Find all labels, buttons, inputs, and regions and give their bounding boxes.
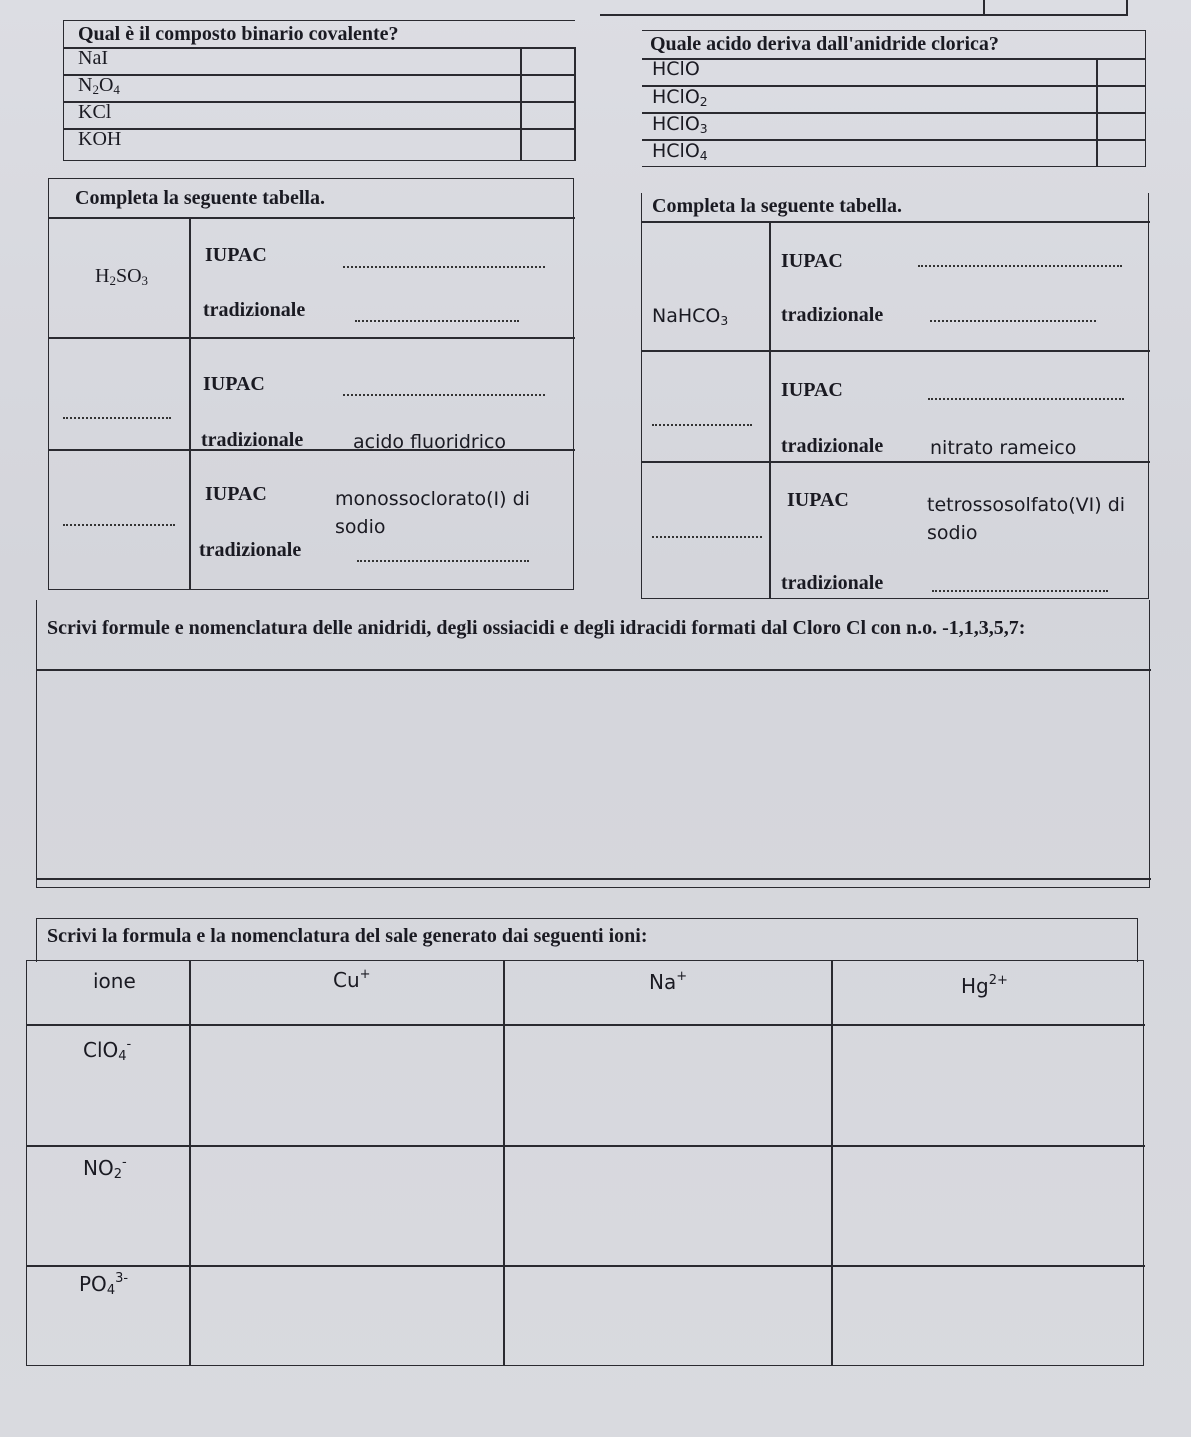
label-iupac: IUPAC bbox=[781, 379, 843, 401]
q2-option-hclo[interactable]: HClO bbox=[652, 58, 700, 80]
blank-formula[interactable] bbox=[63, 417, 171, 419]
salt-cell[interactable] bbox=[191, 1026, 502, 1144]
table-right-formula-nahco3: NaHCO$_3$ bbox=[652, 305, 729, 328]
q1-question: Qual è il composto binario covalente? bbox=[78, 23, 399, 45]
label-tradizionale: tradizionale bbox=[199, 539, 302, 561]
top-tick bbox=[983, 0, 985, 14]
q1-option-nai[interactable]: NaI bbox=[78, 47, 108, 69]
anion-clo4: ClO$_4$- bbox=[83, 1037, 132, 1064]
value-nitrato-rameico: nitrato rameico bbox=[930, 437, 1077, 459]
salt-cell[interactable] bbox=[191, 1267, 502, 1364]
label-tradizionale: tradizionale bbox=[203, 299, 306, 321]
table-left-title: Completa la seguente tabella. bbox=[75, 187, 325, 209]
top-tick bbox=[1126, 0, 1128, 14]
value-monossoclorato: monossoclorato(I) di sodio bbox=[335, 488, 530, 538]
label-iupac: IUPAC bbox=[787, 489, 849, 511]
q2-box bbox=[642, 30, 1146, 167]
q2-option-hclo2[interactable]: HClO$_2$ bbox=[652, 86, 708, 109]
q1-option-kcl[interactable]: KCl bbox=[78, 101, 112, 123]
chlorine-answer-area[interactable] bbox=[39, 672, 1147, 876]
cation-na: Na+ bbox=[649, 969, 688, 994]
blank-tradizionale[interactable] bbox=[357, 560, 529, 562]
table-left bbox=[48, 178, 574, 590]
salts-corner-ione: ione bbox=[93, 969, 136, 993]
label-iupac: IUPAC bbox=[781, 250, 843, 272]
table-left-formula-h2so3: $H_2SO_3$ bbox=[95, 265, 149, 288]
label-tradizionale: tradizionale bbox=[781, 304, 884, 326]
salts-table bbox=[26, 960, 1144, 1366]
cation-cu: Cu+ bbox=[333, 967, 371, 992]
blank-iupac[interactable] bbox=[918, 265, 1122, 267]
blank-formula[interactable] bbox=[652, 536, 762, 538]
blank-iupac[interactable] bbox=[343, 266, 545, 268]
blank-tradizionale[interactable] bbox=[355, 320, 519, 322]
label-tradizionale: tradizionale bbox=[781, 572, 884, 594]
table-right-title: Completa la seguente tabella. bbox=[652, 195, 902, 217]
blank-iupac[interactable] bbox=[343, 394, 545, 396]
cation-hg: $Hg^{2+}$ bbox=[961, 973, 1008, 998]
anion-po4: $PO_4^{3-}$ bbox=[79, 1271, 129, 1298]
top-rule bbox=[600, 14, 1128, 16]
salt-cell[interactable] bbox=[505, 1147, 830, 1264]
salt-cell[interactable] bbox=[833, 1267, 1143, 1364]
salt-cell[interactable] bbox=[505, 1026, 830, 1144]
label-tradizionale: tradizionale bbox=[201, 429, 304, 451]
q1-option-koh[interactable]: KOH bbox=[78, 128, 122, 150]
q2-option-hclo3[interactable]: HClO$_3$ bbox=[652, 113, 708, 136]
chlorine-box bbox=[36, 600, 1150, 888]
salt-cell[interactable] bbox=[505, 1267, 830, 1364]
q1-box bbox=[63, 20, 575, 161]
blank-formula[interactable] bbox=[63, 524, 175, 526]
blank-formula[interactable] bbox=[652, 424, 752, 426]
label-tradizionale: tradizionale bbox=[781, 435, 884, 457]
anion-no2: $NO_2^-$ bbox=[83, 1155, 127, 1182]
salt-cell[interactable] bbox=[191, 1147, 502, 1264]
chlorine-prompt: Scrivi formule e nomenclatura delle anidridi, degli ossiacidi e degli idracidi formati dal Cloro Cl con n.o. -1,1,3,5,7: bbox=[47, 617, 1026, 639]
salt-cell[interactable] bbox=[833, 1147, 1143, 1264]
blank-tradizionale[interactable] bbox=[930, 320, 1096, 322]
label-iupac: IUPAC bbox=[205, 244, 267, 266]
salts-prompt-box bbox=[36, 918, 1138, 962]
salt-cell[interactable] bbox=[833, 1026, 1143, 1144]
q2-question: Quale acido deriva dall'anidride clorica? bbox=[650, 33, 999, 55]
q1-option-n2o4[interactable]: $N_2O_4$ bbox=[78, 74, 120, 97]
q2-option-hclo4[interactable]: HClO$_4$ bbox=[652, 140, 708, 163]
salts-prompt: Scrivi la formula e la nomenclatura del sale generato dai seguenti ioni: bbox=[47, 925, 648, 947]
blank-tradizionale[interactable] bbox=[932, 590, 1108, 592]
value-tetrossosolfato: tetrossosolfato(VI) di sodio bbox=[927, 494, 1126, 544]
label-iupac: IUPAC bbox=[205, 483, 267, 505]
blank-iupac[interactable] bbox=[928, 398, 1124, 400]
value-acido-fluoridrico: acido fluoridrico bbox=[353, 431, 507, 453]
table-right bbox=[641, 193, 1149, 599]
label-iupac: IUPAC bbox=[203, 373, 265, 395]
